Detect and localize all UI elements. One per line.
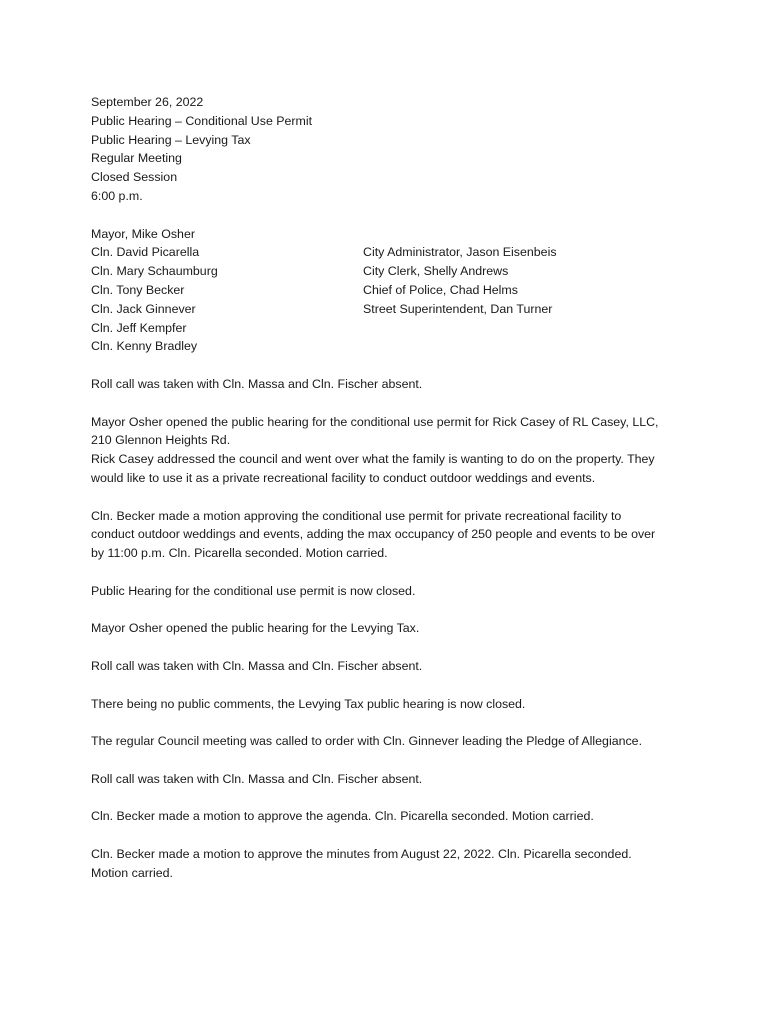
paragraph-line: Motion carried. (91, 865, 173, 880)
paragraph-line: Roll call was taken with Cln. Massa and Cln. Fischer absent. (91, 658, 423, 673)
minutes-paragraph (91, 732, 691, 751)
paragraph-line: Roll call was taken with Cln. Massa and Cln. Fischer absent. (91, 376, 423, 391)
minutes-paragraph (91, 582, 691, 601)
attendee-staff: Chief of Police, Chad Helms (363, 282, 518, 297)
attendee-council: Cln. Kenny Bradley (91, 339, 198, 354)
meeting-time: 6:00 p.m. (91, 188, 143, 203)
agenda-item-closed-session: Closed Session (91, 170, 178, 185)
attendee-council: Cln. Mary Schaumburg (91, 264, 218, 279)
minutes-paragraph (91, 413, 691, 488)
attendee-council: Cln. Tony Becker (91, 282, 185, 297)
document-page (91, 93, 691, 901)
paragraph-line: Roll call was taken with Cln. Massa and Cln. Fischer absent. (91, 771, 423, 786)
paragraph-line: Public Hearing for the conditional use permit is now closed. (91, 583, 416, 598)
paragraph-line: Cln. Becker made a motion to approve the agenda. Cln. Picarella seconded. Motion carried. (91, 809, 594, 824)
minutes-paragraph (91, 507, 691, 563)
minutes-paragraph (91, 770, 691, 789)
meeting-date: September 26, 2022 (91, 95, 204, 109)
paragraph-line: 210 Glennon Heights Rd. (91, 433, 231, 448)
paragraph-line: would like to use it as a private recreational facility to conduct outdoor weddings and events. (91, 470, 596, 485)
attendee-council: Cln. Jack Ginnever (91, 301, 196, 316)
city-staff (363, 243, 557, 318)
paragraph-line: conduct outdoor weddings and events, adding the max occupancy of 250 people and events to be over (91, 527, 656, 542)
agenda-item-regular-meeting: Regular Meeting (91, 151, 182, 166)
paragraph-line: There being no public comments, the Levying Tax public hearing is now closed. (91, 696, 526, 711)
minutes-paragraph (91, 619, 691, 638)
council-members (91, 225, 363, 357)
meeting-header (91, 93, 691, 206)
minutes-paragraph (91, 657, 691, 676)
paragraph-line: The regular Council meeting was called to order with Cln. Ginnever leading the Pledge of Allegiance. (91, 734, 643, 749)
attendee-staff: Street Superintendent, Dan Turner (363, 301, 553, 316)
minutes-paragraph (91, 375, 691, 394)
attendance-list (91, 225, 691, 357)
attendee-staff: City Clerk, Shelly Andrews (363, 264, 509, 279)
minutes-paragraph (91, 845, 691, 883)
paragraph-line: Mayor Osher opened the public hearing for the Levying Tax. (91, 621, 420, 636)
agenda-item-hearing-cup: Public Hearing – Conditional Use Permit (91, 113, 313, 128)
attendee-staff: City Administrator, Jason Eisenbeis (363, 245, 557, 260)
paragraph-line: Mayor Osher opened the public hearing for the conditional use permit for Rick Casey of RL Casey, LLC, (91, 414, 659, 429)
attendee-council: Cln. Jeff Kempfer (91, 320, 187, 335)
paragraph-line: by 11:00 p.m. Cln. Picarella seconded. Motion carried. (91, 546, 388, 561)
attendee-council: Cln. David Picarella (91, 245, 200, 260)
paragraph-line: Rick Casey addressed the council and went over what the family is wanting to do on the property. They (91, 452, 655, 467)
agenda-item-hearing-tax: Public Hearing – Levying Tax (91, 132, 251, 147)
minutes-paragraph (91, 695, 691, 714)
paragraph-line: Cln. Becker made a motion approving the conditional use permit for private recreational facility to (91, 508, 622, 523)
attendee-mayor: Mayor, Mike Osher (91, 226, 195, 241)
minutes-paragraph (91, 807, 691, 826)
paragraph-line: Cln. Becker made a motion to approve the minutes from August 22, 2022. Cln. Picarella seconded. (91, 846, 632, 861)
